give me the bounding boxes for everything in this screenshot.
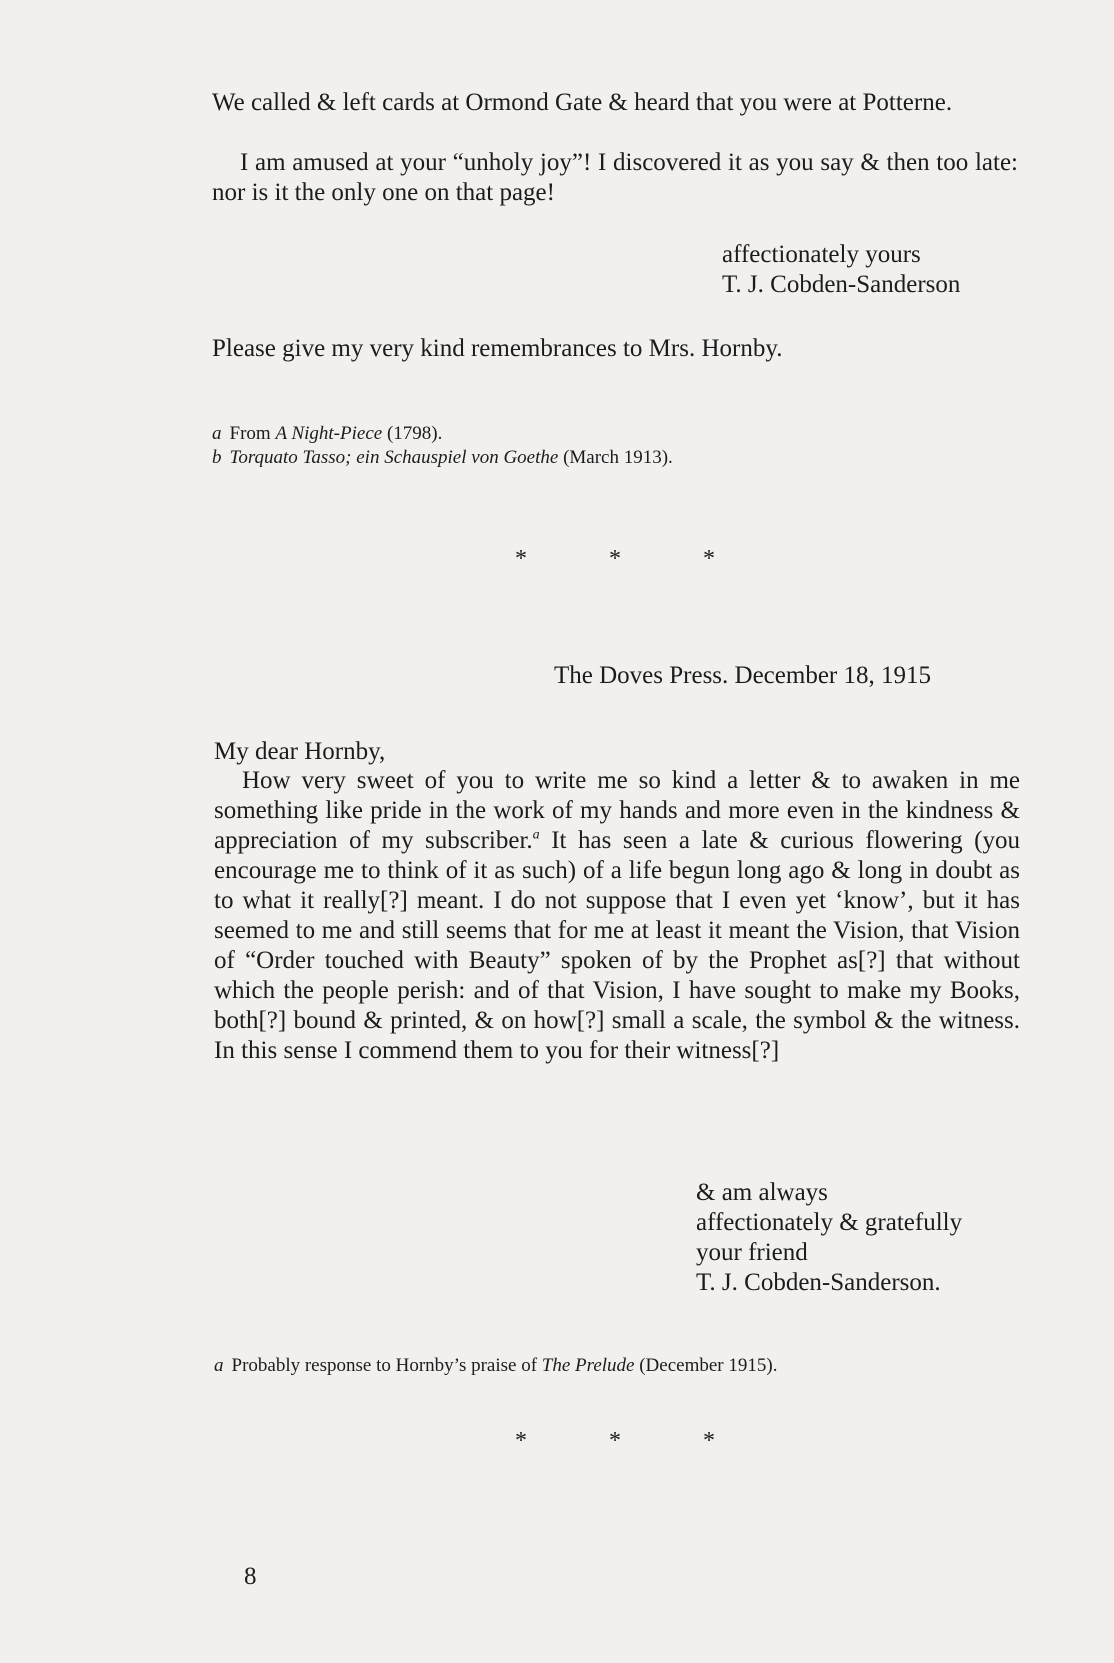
letter2-closing-2: affectionately & gratefully	[696, 1209, 963, 1236]
footnote-text: (December 1915).	[634, 1355, 778, 1376]
letter1-p1-text: We called & left cards at Ormond Gate & heard that you were at Potterne.	[212, 89, 953, 116]
page-number: 8	[244, 1563, 257, 1590]
letter2-footnote-a	[214, 1354, 777, 1378]
footnote-mark: a	[212, 423, 222, 444]
footnote-text: From	[229, 423, 276, 444]
footnote-title: Torquato Tasso; ein Schauspiel von Goethe	[229, 447, 559, 468]
letter2-closing-1: & am always	[696, 1179, 828, 1206]
footnote-text: Probably response to Hornby’s praise of	[231, 1355, 542, 1376]
separator-star: *	[609, 1428, 621, 1454]
letter2-salutation: My dear Hornby,	[214, 738, 386, 765]
footnote-text: (1798).	[382, 423, 443, 444]
letter1-paragraph-2	[212, 148, 1018, 208]
letter1-p2-text: I am amused at your “unholy joy”! I discovered it as you say & then too late: nor is it the only one on that page!	[212, 149, 1018, 206]
footnote-reference: a	[532, 827, 540, 843]
footnote-mark: b	[212, 447, 222, 468]
footnote-title: A Night-Piece	[275, 423, 383, 444]
letter2-body	[214, 766, 1020, 1066]
footnote-title: The Prelude	[541, 1355, 635, 1376]
letter2-body-text: How very sweet of you to write me so kind a letter & to awaken in me something like pride in the work of my hands and more even in the kindness & appreciation of my subscriber.	[214, 767, 1020, 854]
letter2-closing-3: your friend	[696, 1239, 808, 1266]
footnote-mark: a	[214, 1355, 224, 1376]
letter1-closing: affectionately yours	[722, 241, 921, 268]
separator-star: *	[515, 1428, 527, 1454]
letter1-signature: T. J. Cobden-Sanderson	[722, 271, 961, 298]
separator-star: *	[703, 546, 715, 572]
letter1-footnote-b	[212, 446, 673, 470]
letter1-paragraph-1	[212, 88, 1018, 118]
separator-star: *	[703, 1428, 715, 1454]
letter1-footnote-a	[212, 422, 442, 446]
letter1-postscript: Please give my very kind remembrances to Mrs. Hornby.	[212, 335, 783, 362]
letter2-dateline: The Doves Press. December 18, 1915	[554, 662, 931, 689]
letter2-signature: T. J. Cobden-Sanderson.	[696, 1269, 941, 1296]
footnote-text: (March 1913).	[558, 447, 673, 468]
separator-star: *	[609, 546, 621, 572]
letter2-body-text: It has seen a late & curious flowering (you encourage me to think of it as such) of a life begun long ago & long in doubt as to what it really[?] meant. I do not suppose that I even yet ‘know’, but it has seemed to me and still seems that for me at least it meant the Vision, that Vision of “Order touched with Beauty” spoken of by the Prophet as[?] that without which the people perish: and of that Vision, I have sought to make my Books, both[?] bound & printed, & on how[?] small a scale, the symbol & the witness. In this sense I commend them to you for their witness[?]	[214, 827, 1020, 1064]
separator-star: *	[515, 546, 527, 572]
